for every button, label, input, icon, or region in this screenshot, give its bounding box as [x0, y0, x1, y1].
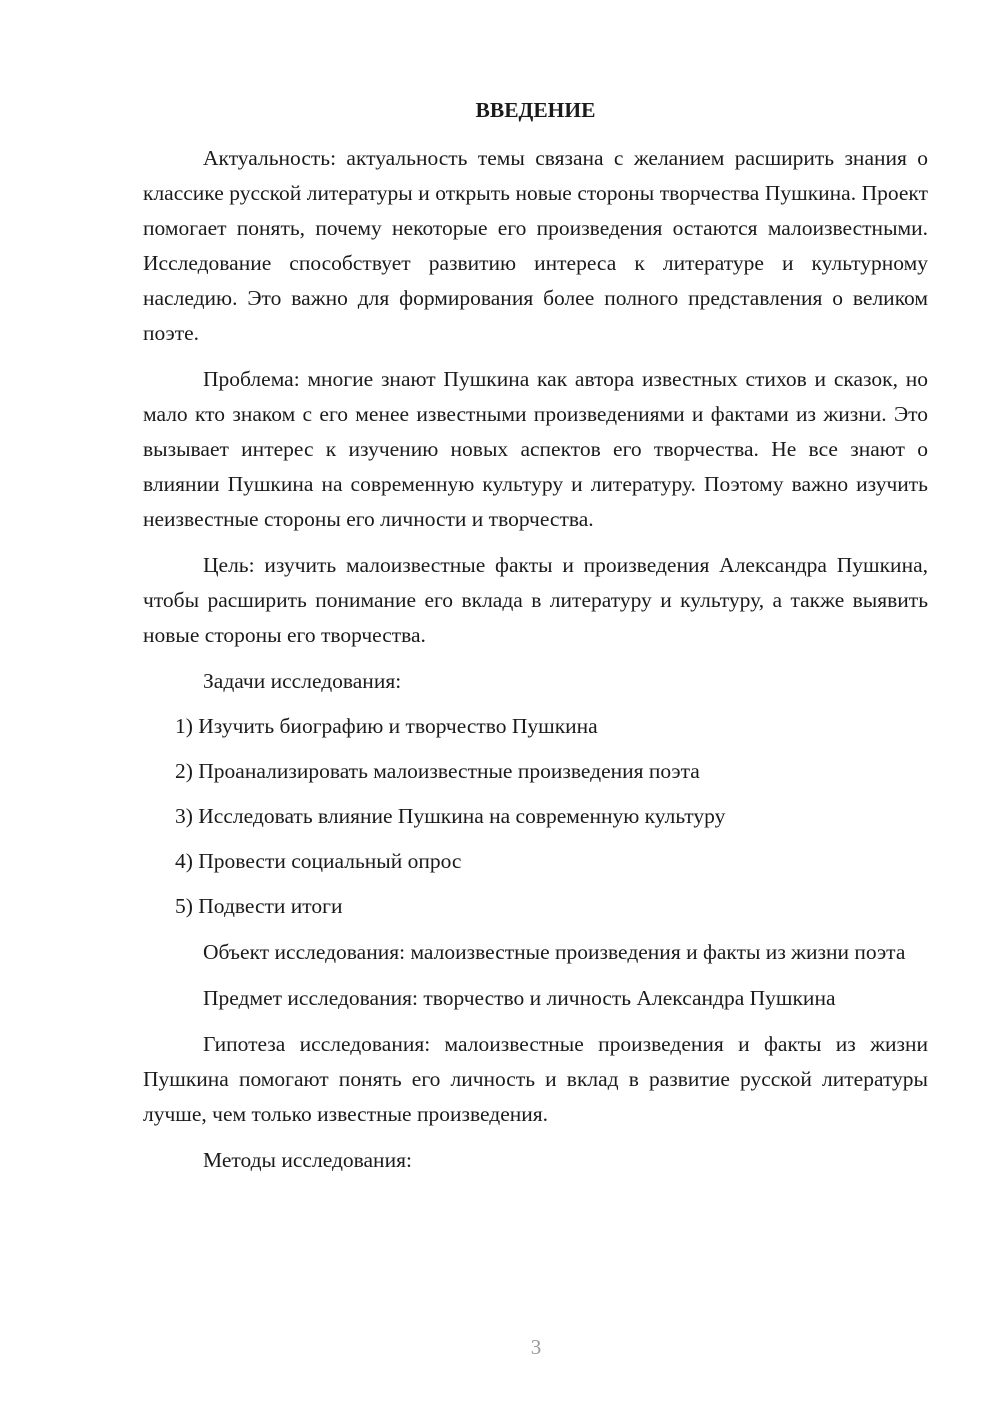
- list-item: 3) Исследовать влияние Пушкина на современную культуру: [175, 804, 726, 828]
- tasks-title: Задачи исследования:: [203, 669, 402, 693]
- paragraph-hypothesis: Гипотеза исследования: малоизвестные произведения и факты из жизни Пушкина помогают понять его личность и вклад в развитие русской литературы лучше, чем только известные произведения.: [143, 1032, 928, 1126]
- list-item: 2) Проанализировать малоизвестные произведения поэта: [175, 759, 700, 783]
- section-heading: ВВЕДЕНИЕ: [475, 98, 596, 122]
- paragraph-relevance: Актуальность: актуальность темы связана с желанием расширить знания о классике русской литературы и открыть новые стороны творчества Пушкина. Проект помогает понять, почему некоторые его произведения остаются малоизвестными. Исследование способствует развитию интереса к литературе и культурному наследию. Это важно для формирования более полного представления о великом поэте.: [143, 146, 928, 345]
- paragraph-goal: Цель: изучить малоизвестные факты и произведения Александра Пушкина, чтобы расширить понимание его вклада в литературу и культуру, а также выявить новые стороны его творчества.: [143, 553, 928, 647]
- list-item: 4) Провести социальный опрос: [175, 849, 462, 873]
- task-list: [143, 709, 928, 924]
- paragraph-problem: Проблема: многие знают Пушкина как автора известных стихов и сказок, но мало кто знаком с его менее известными произведениями и фактами из жизни. Это вызывает интерес к изучению новых аспектов его творчества. Не все знают о влиянии Пушкина на современную культуру и литературу. Поэтому важно изучить неизвестные стороны его личности и творчества.: [143, 367, 928, 531]
- paragraph-subject: Предмет исследования: творчество и личность Александра Пушкина: [203, 986, 836, 1010]
- list-item: 5) Подвести итоги: [175, 894, 343, 918]
- paragraph-object: Объект исследования: малоизвестные произведения и факты из жизни поэта: [203, 940, 906, 964]
- document-page: [143, 96, 928, 1188]
- list-item: 1) Изучить биографию и творчество Пушкина: [175, 714, 598, 738]
- page-number: 3: [530, 1335, 542, 1359]
- methods-title: Методы исследования:: [203, 1148, 412, 1172]
